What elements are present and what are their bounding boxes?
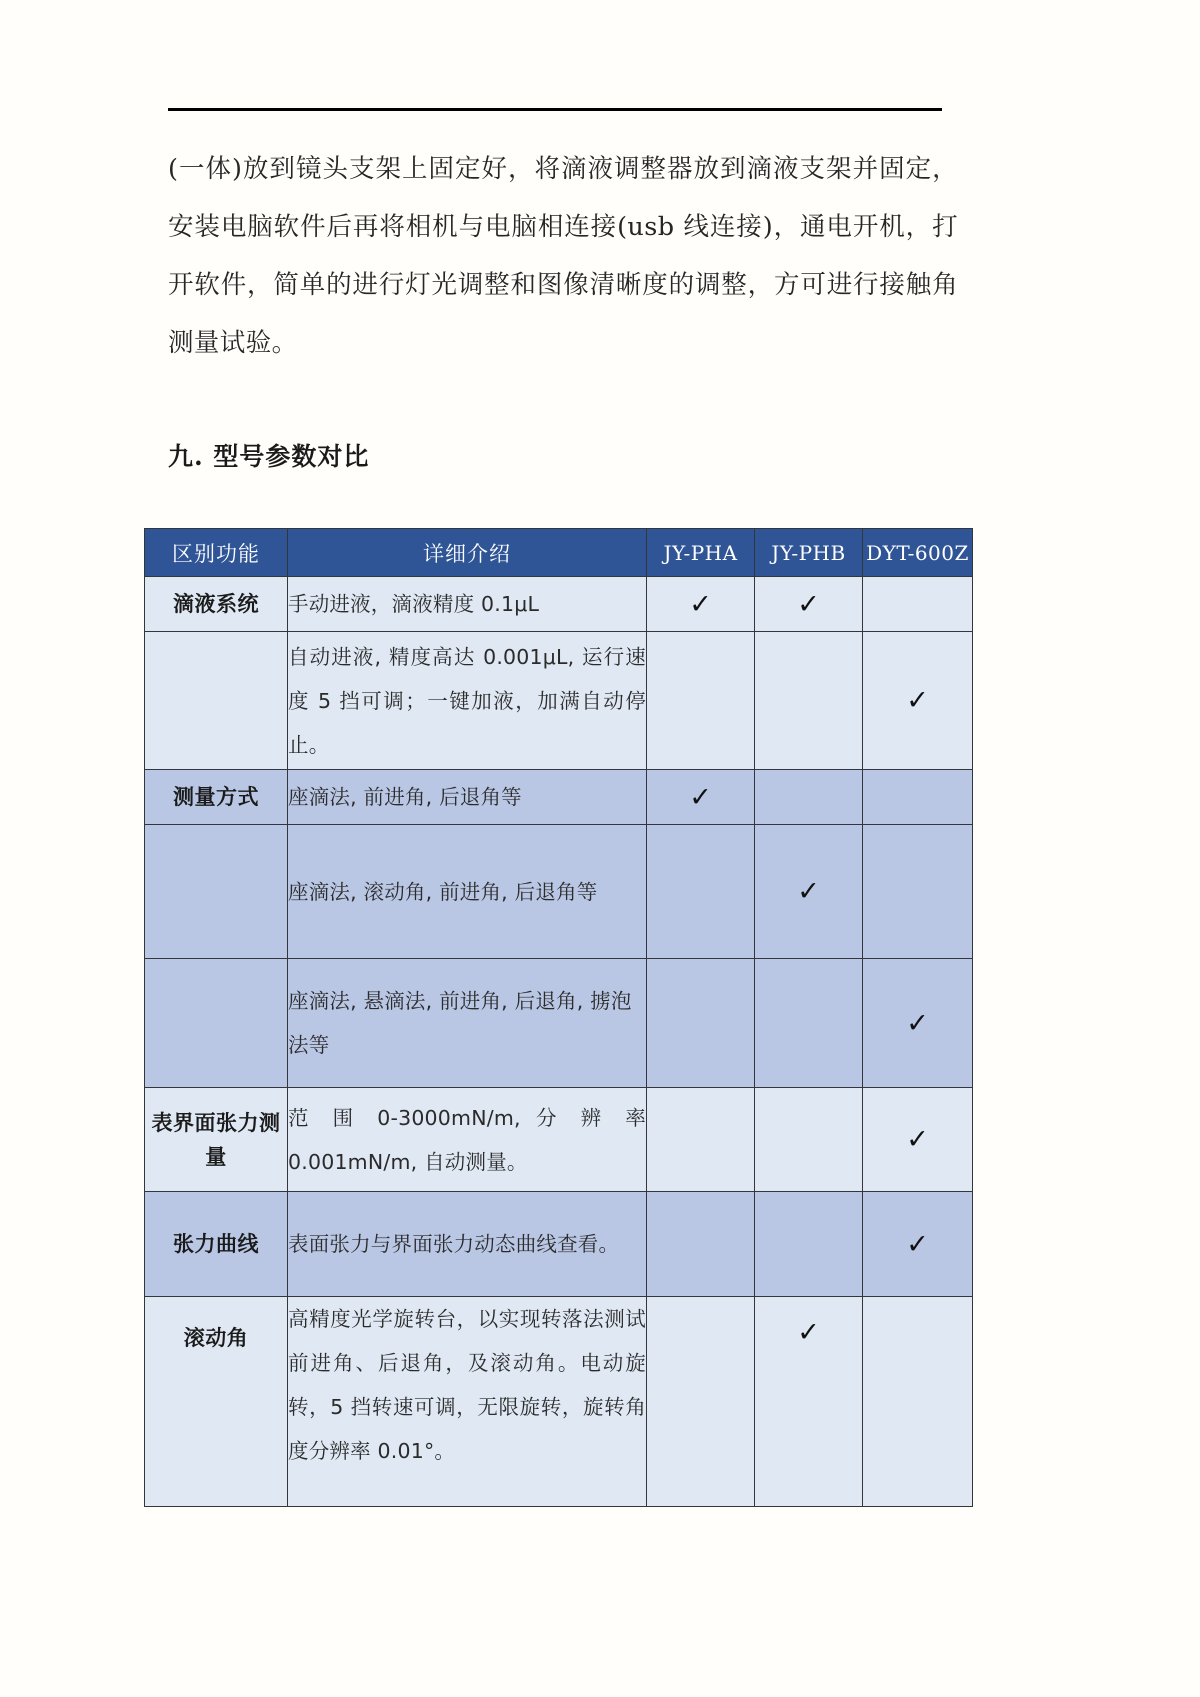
row-mark-jy-pha [647,632,755,770]
header-model-jy-phb: JY-PHB [755,529,863,577]
row-mark-jy-pha [647,825,755,959]
row-mark-jy-phb [755,1297,863,1507]
row-feature [145,825,288,959]
header-feature: 区别功能 [145,529,288,577]
row-detail: 高精度光学旋转台，以实现转落法测试前进角、后退角，及滚动角。电动旋转，5 挡转速可调，无限旋转，旋转角度分辨率 0.01°。 [288,1297,647,1507]
table-row [145,1297,973,1507]
row-mark-dyt-600z [863,770,973,825]
header-model-jy-pha: JY-PHA [647,529,755,577]
row-mark-jy-phb [755,959,863,1088]
table-row [145,632,973,770]
comparison-table-container [144,528,972,1507]
row-mark-dyt-600z [863,825,973,959]
header-divider-rule [168,108,942,111]
row-mark-dyt-600z [863,577,973,632]
section-heading: 九. 型号参数对比 [168,442,370,471]
table-header [145,529,973,577]
table-row [145,1088,973,1192]
row-mark-jy-phb [755,632,863,770]
row-mark-dyt-600z [863,632,973,770]
row-mark-jy-pha [647,577,755,632]
row-mark-dyt-600z [863,1297,973,1507]
row-mark-jy-pha [647,770,755,825]
row-detail: 自动进液, 精度高达 0.001μL, 运行速度 5 挡可调；一键加液，加满自动停止。 [288,632,647,770]
check-icon: ✓ [906,1007,929,1039]
check-icon: ✓ [797,1317,820,1348]
table-row [145,959,973,1088]
table-body [145,577,973,1507]
row-feature: 张力曲线 [145,1192,288,1297]
check-icon: ✓ [797,876,820,907]
row-feature [145,632,288,770]
row-mark-jy-phb [755,577,863,632]
row-mark-jy-pha [647,959,755,1088]
row-feature: 滴液系统 [145,577,288,632]
row-feature: 表界面张力测量 [145,1088,288,1192]
check-icon: ✓ [797,588,820,620]
row-mark-jy-phb [755,1088,863,1192]
row-mark-jy-pha [647,1088,755,1192]
check-icon: ✓ [689,781,712,813]
row-detail: 座滴法, 滚动角, 前进角, 后退角等 [288,825,647,959]
row-feature [145,959,288,1088]
row-detail: 座滴法, 前进角, 后退角等 [288,770,647,825]
check-icon: ✓ [906,685,929,716]
row-detail: 手动进液，滴液精度 0.1μL [288,577,647,632]
table-row [145,1192,973,1297]
row-mark-jy-phb [755,1192,863,1297]
row-detail: 座滴法, 悬滴法, 前进角, 后退角, 掳泡法等 [288,959,647,1088]
row-mark-jy-phb [755,770,863,825]
row-detail: 表面张力与界面张力动态曲线查看。 [288,1192,647,1297]
row-mark-jy-pha [647,1297,755,1507]
row-feature: 测量方式 [145,770,288,825]
row-mark-dyt-600z [863,959,973,1088]
header-model-dyt-600z: DYT-600Z [863,529,973,577]
row-mark-dyt-600z [863,1088,973,1192]
check-icon: ✓ [906,1124,929,1155]
table-row [145,825,973,959]
check-icon: ✓ [689,588,712,620]
row-mark-jy-phb [755,825,863,959]
row-mark-jy-pha [647,1192,755,1297]
table-row [145,770,973,825]
intro-paragraph: (一体)放到镜头支架上固定好，将滴液调整器放到滴液支架并固定，安装电脑软件后再将相机与电脑相连接(usb 线连接)，通电开机，打开软件，简单的进行灯光调整和图像清晰度的调整，方可进行接触角测量试验。 [168,154,958,358]
row-detail: 范 围 0-3000mN/m, 分 辨 率 0.001mN/m, 自动测量。 [288,1088,647,1192]
check-icon: ✓ [906,1228,929,1260]
header-detail: 详细介绍 [288,529,647,577]
table-row [145,577,973,632]
row-feature: 滚动角 [145,1297,288,1507]
row-mark-dyt-600z [863,1192,973,1297]
model-comparison-table [144,528,973,1507]
header-row [145,529,973,577]
